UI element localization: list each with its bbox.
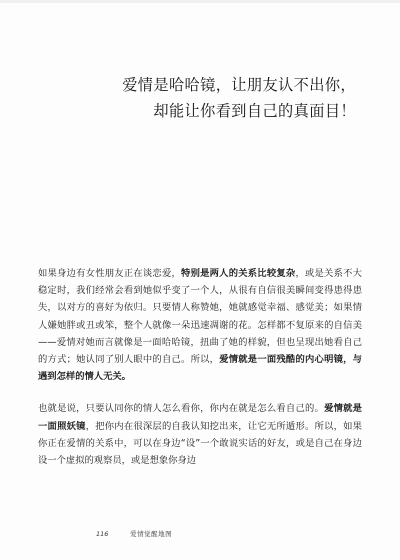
paragraph-1 [38, 265, 362, 385]
paragraph-1-text-b: ，或是关系不大稳定时，我们经常会看到她似乎变了一个人，从很有自信很美瞬间变得患得患失，以对方的喜好为依归。只要情人称赞她，她就感觉幸福、感觉美；如果情人嫌她胖或丑或笨，整个人就像一朵迅速凋谢的花。怎样都不复原来的自信美——爱情对她而言就像是一面哈哈镜，扭曲了她的样貌，但也呈现出她看自己的方式；她认同了别人眼中的自己。所以， [38, 268, 362, 366]
chapter-headline [122, 72, 356, 124]
paragraph-2-text-a: 也就是说，只要认同你的情人怎么看你，你内在就是怎么看自己的。 [38, 403, 325, 415]
headline-line-2: 却能让你看到自己的真面目！ [153, 102, 356, 120]
paragraph-1-emphasis-b: 爱情就是一面残酷的内心明镜，与遇到怎样的情人无关。 [38, 354, 362, 383]
book-title: 爱情觉醒地图 [130, 530, 173, 538]
paragraph-1-emphasis-a: 特别是两人的关系比较复杂 [181, 268, 296, 279]
body-text [38, 265, 362, 484]
page-footer [96, 529, 172, 538]
page-top-edge [0, 0, 400, 3]
paragraph-2-emphasis-a: 爱情就是一面照妖镜 [38, 403, 362, 432]
page-number: 116 [96, 530, 109, 538]
paragraph-1-text-a: 如果身边有女性朋友正在谈恋爱， [38, 268, 182, 279]
paragraph-2-text-b: ，把你内在很深层的自我认知挖出来，让它无所遁形。所以，如果你正在爱情的关系中，可以在身边“设”一个敢说实话的好友，或是自己在身边设一个虚拟的观察员，或是想象你身边 [38, 420, 362, 467]
headline-line-1: 爱情是哈哈镜，让朋友认不出你， [122, 76, 356, 94]
paragraph-2 [38, 400, 362, 469]
